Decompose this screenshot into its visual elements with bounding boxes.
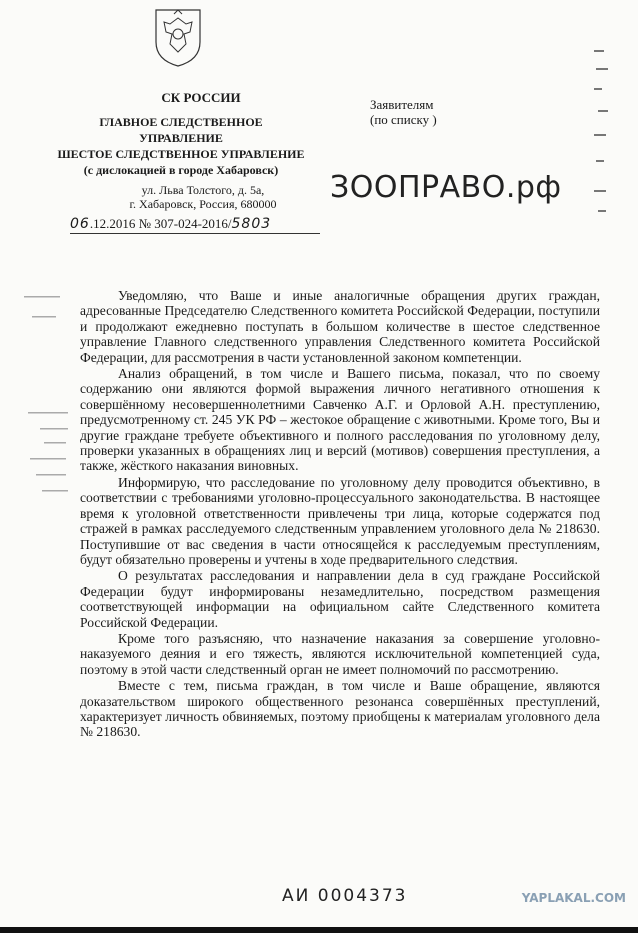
margin-marks (20, 290, 70, 520)
paragraph-4: О результатах расследования и направлении дела в суд граждане Российской Федерации будут информированы незамедлительно, посредством размещения соответствующей информации на официальном сайте Следственного комитета Российской Федерации. (80, 568, 600, 630)
paragraph-2: Анализ обращений, в том числе и Вашего письма, показал, что по своему содержанию они являются формой выражения личного негативного отношения к совершённому несовершеннолетними Савченко А.Г. и Орловой А.Н. преступлению, предусмотренному ст. 245 УК РФ – жестокое обращение с животными. Кроме того, Вы и другие граждане требуете объективного и полного расследования по уголовному делу, проверки указанных в обращениях лиц и версий (мотивов) совершения преступления, а также, жёсткого наказания виновных. (80, 366, 600, 474)
address-block (108, 183, 298, 211)
paragraph-3: Информирую, что расследование по уголовному делу проводится объективно, в соответствии с требованиями уголовно-процессуального законодательства. В настоящее время к уголовной ответственности привлечены три лица, которые содержатся под стражей в рамках расследуемого следственным управлением уголовного дела № 218630. Поступившие от вас сведения в части относящейся к расследуемым преступлениям, будут обязательно проверены и учтены в ходе предварительного следствия. (80, 474, 600, 567)
address-line-1: ул. Льва Толстого, д. 5а, (141, 183, 265, 197)
organization-block (56, 90, 306, 178)
edge-marks (592, 40, 612, 220)
paragraph-5: Кроме того разъясняю, что назначение наказания за совершение уголовно-наказуемого деяния и его тяжесть, являются исключительной компетенцией суда, поэтому в этой части следственный орган не имеет полномочий по рассмотрению. (80, 630, 600, 677)
org-line-3: (с дислокацией в городе Хабаровск) (83, 163, 279, 177)
org-line-1: ГЛАВНОЕ СЛЕДСТВЕННОЕ УПРАВЛЕНИЕ (99, 115, 263, 145)
coat-of-arms-icon (148, 4, 208, 68)
letter-body (80, 288, 600, 741)
recipient-block (370, 97, 437, 127)
paragraph-1: Уведомляю, что Ваше и иные аналогичные обращения других граждан, адресованные Председателю Следственного комитета Российской Федерации, поступили и продолжают ежедневно поступать в большом количестве в шестое следственное управление Главного следственного управления Следственного комитета Российской Федерации, для рассмотрения в части установленной законом компетенции. (80, 288, 600, 365)
org-short-name: СК РОССИИ (161, 90, 241, 105)
number-sign: № (138, 216, 151, 231)
date-rest: .12.2016 (89, 216, 136, 231)
watermark: YAPLAKAL.COM (521, 891, 626, 905)
zoopravo-stamp: ЗООПРАВО.рф (330, 170, 562, 205)
recipient-line-2: (по списку ) (370, 112, 437, 127)
document-number-handwritten: 5803 (231, 216, 272, 232)
address-line-2: г. Хабаровск, Россия, 680000 (129, 197, 277, 211)
recipient-line-1: Заявителям (370, 97, 434, 112)
paragraph-6: Вместе с тем, письма граждан, в том числе и Ваше обращение, являются доказательством широкого общественного резонанса совершённых преступлений, характеризует личность обвиняемых, поэтому приобщены к материалам уголовного дела № 218630. (80, 678, 600, 740)
org-line-2: ШЕСТОЕ СЛЕДСТВЕННОЕ УПРАВЛЕНИЕ (57, 147, 305, 161)
document-number: 307-024-2016/ (154, 216, 232, 231)
date-number-line (70, 216, 320, 234)
date-day-handwritten: 06 (70, 216, 90, 232)
bottom-edge (0, 927, 638, 933)
form-number: АИ 0004373 (282, 886, 408, 906)
